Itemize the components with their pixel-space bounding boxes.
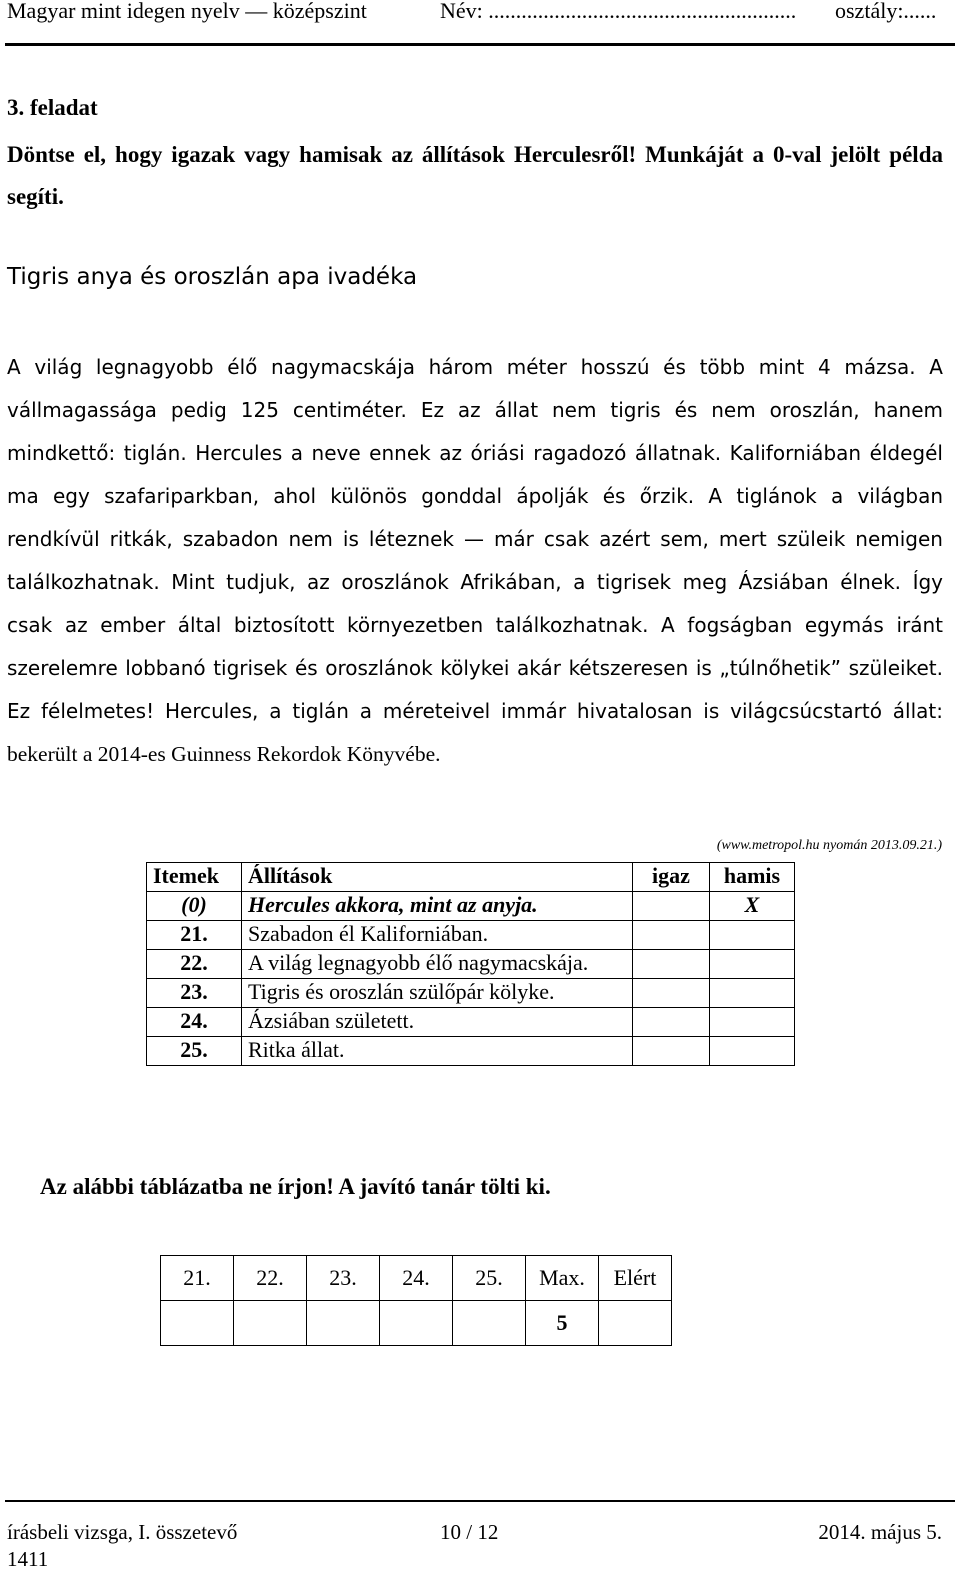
answer-false-cell[interactable] bbox=[710, 979, 795, 1008]
table-row bbox=[147, 1037, 795, 1066]
footer-code: 1411 bbox=[7, 1547, 49, 1571]
table-header-row bbox=[147, 863, 795, 892]
source-citation: (www.metropol.hu nyomán 2013.09.21.) bbox=[716, 838, 942, 853]
answer-true-cell bbox=[633, 892, 710, 921]
answer-false-cell: X bbox=[710, 892, 795, 921]
score-header-cell: Max. bbox=[526, 1256, 599, 1301]
task-instruction: Döntse el, hogy igazak vagy hamisak az állítások Herculesről! Munkáját a 0-val jelölt példa segíti. bbox=[7, 142, 943, 209]
text-line: A világ legnagyobb élő nagymacskája három méter hosszú és több mint 4 mázsa. A bbox=[7, 355, 943, 379]
score-value-row bbox=[161, 1301, 672, 1346]
score-table bbox=[160, 1255, 672, 1346]
score-header-cell: 22. bbox=[234, 1256, 307, 1301]
statements-table bbox=[146, 862, 795, 1066]
score-header-cell: 23. bbox=[307, 1256, 380, 1301]
column-header-statements: Állítások bbox=[242, 863, 633, 892]
table-row bbox=[147, 1008, 795, 1037]
item-number: 22. bbox=[147, 950, 242, 979]
score-max-cell: 5 bbox=[526, 1301, 599, 1346]
table-row bbox=[147, 921, 795, 950]
score-value-cell bbox=[380, 1301, 453, 1346]
answer-true-cell[interactable] bbox=[633, 1008, 710, 1037]
score-value-cell bbox=[307, 1301, 380, 1346]
footer-exam-part: írásbeli vizsga, I. összetevő bbox=[7, 1520, 238, 1544]
header-name-field: Név: ........................................................ bbox=[440, 0, 797, 23]
item-statement: Szabadon él Kaliforniában. bbox=[242, 921, 633, 950]
score-header-cell: 25. bbox=[453, 1256, 526, 1301]
task-title: 3. feladat bbox=[7, 95, 98, 120]
item-statement: A világ legnagyobb élő nagymacskája. bbox=[242, 950, 633, 979]
score-value-cell bbox=[161, 1301, 234, 1346]
answer-false-cell[interactable] bbox=[710, 950, 795, 979]
answer-false-cell[interactable] bbox=[710, 921, 795, 950]
score-value-cell bbox=[453, 1301, 526, 1346]
score-achieved-cell bbox=[599, 1301, 672, 1346]
footer-rule bbox=[5, 1500, 955, 1502]
text-line: rendkívül ritkák, szabadon nem is léteznek — már csak azért sem, mert szüleik nemigen bbox=[7, 527, 943, 551]
text-line: ma egy szafariparkban, ahol különös gonddal ápolják és őrzik. A tiglánok a világban bbox=[7, 484, 943, 508]
reading-text bbox=[7, 346, 943, 776]
table-row-example bbox=[147, 892, 795, 921]
answer-false-cell[interactable] bbox=[710, 1037, 795, 1066]
answer-true-cell[interactable] bbox=[633, 921, 710, 950]
text-subtitle: Tigris anya és oroszlán apa ivadéka bbox=[7, 264, 418, 290]
answer-true-cell[interactable] bbox=[633, 979, 710, 1008]
item-number: 23. bbox=[147, 979, 242, 1008]
score-header-cell: 24. bbox=[380, 1256, 453, 1301]
item-statement: Ritka állat. bbox=[242, 1037, 633, 1066]
answer-false-cell[interactable] bbox=[710, 1008, 795, 1037]
text-line: bekerült a 2014-es Guinness Rekordok Könyvébe. bbox=[7, 742, 441, 766]
header-exam-title: Magyar mint idegen nyelv — középszint bbox=[7, 0, 367, 23]
text-line: csak az ember által biztosított környezetben találkozhatnak. A fogságban egymás iránt bbox=[7, 613, 943, 637]
column-header-items: Itemek bbox=[147, 863, 242, 892]
answer-true-cell[interactable] bbox=[633, 950, 710, 979]
footer-page-number: 10 / 12 bbox=[440, 1520, 499, 1544]
text-line: mindkettő: tiglán. Hercules a neve ennek az óriási ragadozó állatnak. Kaliforniában éldegél bbox=[7, 441, 943, 465]
score-header-row bbox=[161, 1256, 672, 1301]
item-statement: Tigris és oroszlán szülőpár kölyke. bbox=[242, 979, 633, 1008]
table-row bbox=[147, 979, 795, 1008]
column-header-true: igaz bbox=[633, 863, 710, 892]
column-header-false: hamis bbox=[710, 863, 795, 892]
score-header-cell: 21. bbox=[161, 1256, 234, 1301]
footer-date: 2014. május 5. bbox=[818, 1520, 942, 1544]
table-row bbox=[147, 950, 795, 979]
text-line: szerelemre lobbanó tigrisek és oroszlánok kölykei akár kétszeresen is „túlnőhetik” szüleiket. bbox=[7, 656, 943, 680]
item-number: 25. bbox=[147, 1037, 242, 1066]
score-header-cell: Elért bbox=[599, 1256, 672, 1301]
item-number: (0) bbox=[147, 892, 242, 921]
item-number: 24. bbox=[147, 1008, 242, 1037]
item-statement: Hercules akkora, mint az anyja. bbox=[242, 892, 633, 921]
item-statement: Ázsiában született. bbox=[242, 1008, 633, 1037]
header-rule bbox=[5, 43, 955, 46]
score-value-cell bbox=[234, 1301, 307, 1346]
text-line: találkozhatnak. Mint tudjuk, az oroszlánok Afrikában, a tigrisek meg Ázsiában élnek. Így bbox=[7, 570, 943, 594]
item-number: 21. bbox=[147, 921, 242, 950]
header-class-field: osztály:...... bbox=[835, 0, 937, 23]
text-line: vállmagassága pedig 125 centiméter. Ez az állat nem tigris és nem oroszlán, hanem bbox=[7, 398, 943, 422]
teacher-note: Az alábbi táblázatba ne írjon! A javító tanár tölti ki. bbox=[40, 1174, 551, 1199]
answer-true-cell[interactable] bbox=[633, 1037, 710, 1066]
text-line: Ez félelmetes! Hercules, a tiglán a méreteivel immár hivatalosan is világcsúcstartó állat: bbox=[7, 699, 943, 723]
